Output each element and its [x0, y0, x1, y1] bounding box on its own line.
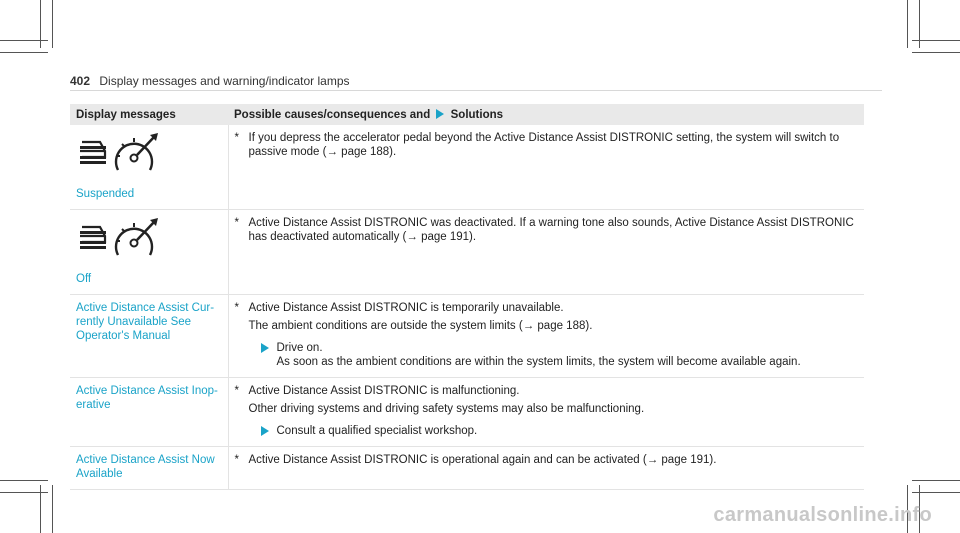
cause-text: Active Distance Assist DISTRONIC was deactivated. If a warning tone also sounds, Active Distance Assist DISTRONIC has deactivated automatically (→ page 191).: [248, 217, 854, 243]
cause-cell: * Active Distance Assist DISTRONIC is temporarily unavailable. The ambient conditions are outside the system limits (→ page 188). Drive on. As soon as the ambient conditions are within the system limits, the system will become available again.: [228, 295, 864, 378]
table-row: [70, 378, 864, 447]
solution-arrow-icon: [436, 109, 444, 119]
crop-mark: [912, 480, 960, 481]
page-header: [70, 74, 350, 88]
crop-mark: [907, 0, 908, 48]
table-row: [70, 295, 864, 378]
cause-cell: * Active Distance Assist DISTRONIC was deactivated. If a warning tone also sounds, Active Distance Assist DISTRONIC has deactivated automatically (→ page 191).: [228, 210, 864, 295]
cause-detail: Other driving systems and driving safety systems may also be malfunctioning.: [248, 403, 645, 415]
cause-detail: The ambient conditions are outside the system limits (→ page 188).: [248, 320, 593, 332]
display-message-cell: [70, 125, 228, 210]
crop-mark: [912, 52, 960, 53]
solution-step: [261, 341, 859, 369]
cause-cell: * Active Distance Assist DISTRONIC is malfunctioning. Other driving systems and driving safety systems may also be malfunctioning. Consult a qualified specialist workshop.: [228, 378, 864, 447]
display-messages-table: [70, 104, 864, 490]
display-message-cell: [70, 295, 228, 378]
display-message-cell: [70, 210, 228, 295]
crop-mark: [0, 52, 48, 53]
page-title: Display messages and warning/indicator lamps: [99, 74, 350, 88]
table-header-row: [70, 104, 864, 125]
crop-mark: [0, 480, 48, 481]
solution-arrow-icon: [261, 343, 269, 353]
watermark: carmanualsonline.info: [713, 504, 932, 526]
message-label: Active Distance Assist Now Available: [76, 454, 215, 480]
solution-title: Drive on.: [276, 342, 323, 354]
crop-mark: [912, 492, 960, 493]
message-label: Off: [76, 273, 92, 285]
message-label: Suspended: [76, 188, 135, 200]
page-number: 402: [70, 74, 91, 88]
message-label: Active Distance Assist Cur-rently Unavailable See Operator's Manual: [76, 302, 215, 342]
header-divider: [70, 90, 882, 91]
table-row: [70, 125, 864, 210]
cause-text: Active Distance Assist DISTRONIC is malfunctioning.: [248, 385, 520, 397]
distronic-speedometer-icon: [76, 131, 222, 177]
display-message-cell: [70, 378, 228, 447]
cause-cell: * If you depress the accelerator pedal beyond the Active Distance Assist DISTRONIC setting, the system will switch to passive mode (→ page 188).: [228, 125, 864, 210]
crop-mark: [52, 485, 53, 533]
cause-cell: * Active Distance Assist DISTRONIC is operational again and can be activated (→ page 191).: [228, 447, 864, 490]
display-message-cell: [70, 447, 228, 490]
solution-title: Consult a qualified specialist workshop.: [276, 425, 478, 437]
solution-text: As soon as the ambient conditions are within the system limits, the system will become available again.: [276, 356, 801, 368]
crop-mark: [0, 492, 48, 493]
cause-text: If you depress the accelerator pedal beyond the Active Distance Assist DISTRONIC setting, the system will switch to passive mode (→ page 188).: [248, 132, 840, 158]
crop-mark: [0, 40, 48, 41]
column-header-causes: Possible causes/consequences and Solutions: [228, 104, 864, 125]
distronic-speedometer-icon: [76, 216, 222, 262]
table-row: [70, 210, 864, 295]
message-label: Active Distance Assist Inop-erative: [76, 385, 218, 411]
crop-mark: [52, 0, 53, 48]
column-header-display-messages: Display messages: [70, 104, 228, 125]
solution-step: [261, 424, 859, 438]
crop-mark: [912, 40, 960, 41]
solution-arrow-icon: [261, 426, 269, 436]
table-row: [70, 447, 864, 490]
cause-text: Active Distance Assist DISTRONIC is operational again and can be activated (→ page 191).: [248, 454, 717, 466]
cause-text: Active Distance Assist DISTRONIC is temporarily unavailable.: [248, 302, 564, 314]
